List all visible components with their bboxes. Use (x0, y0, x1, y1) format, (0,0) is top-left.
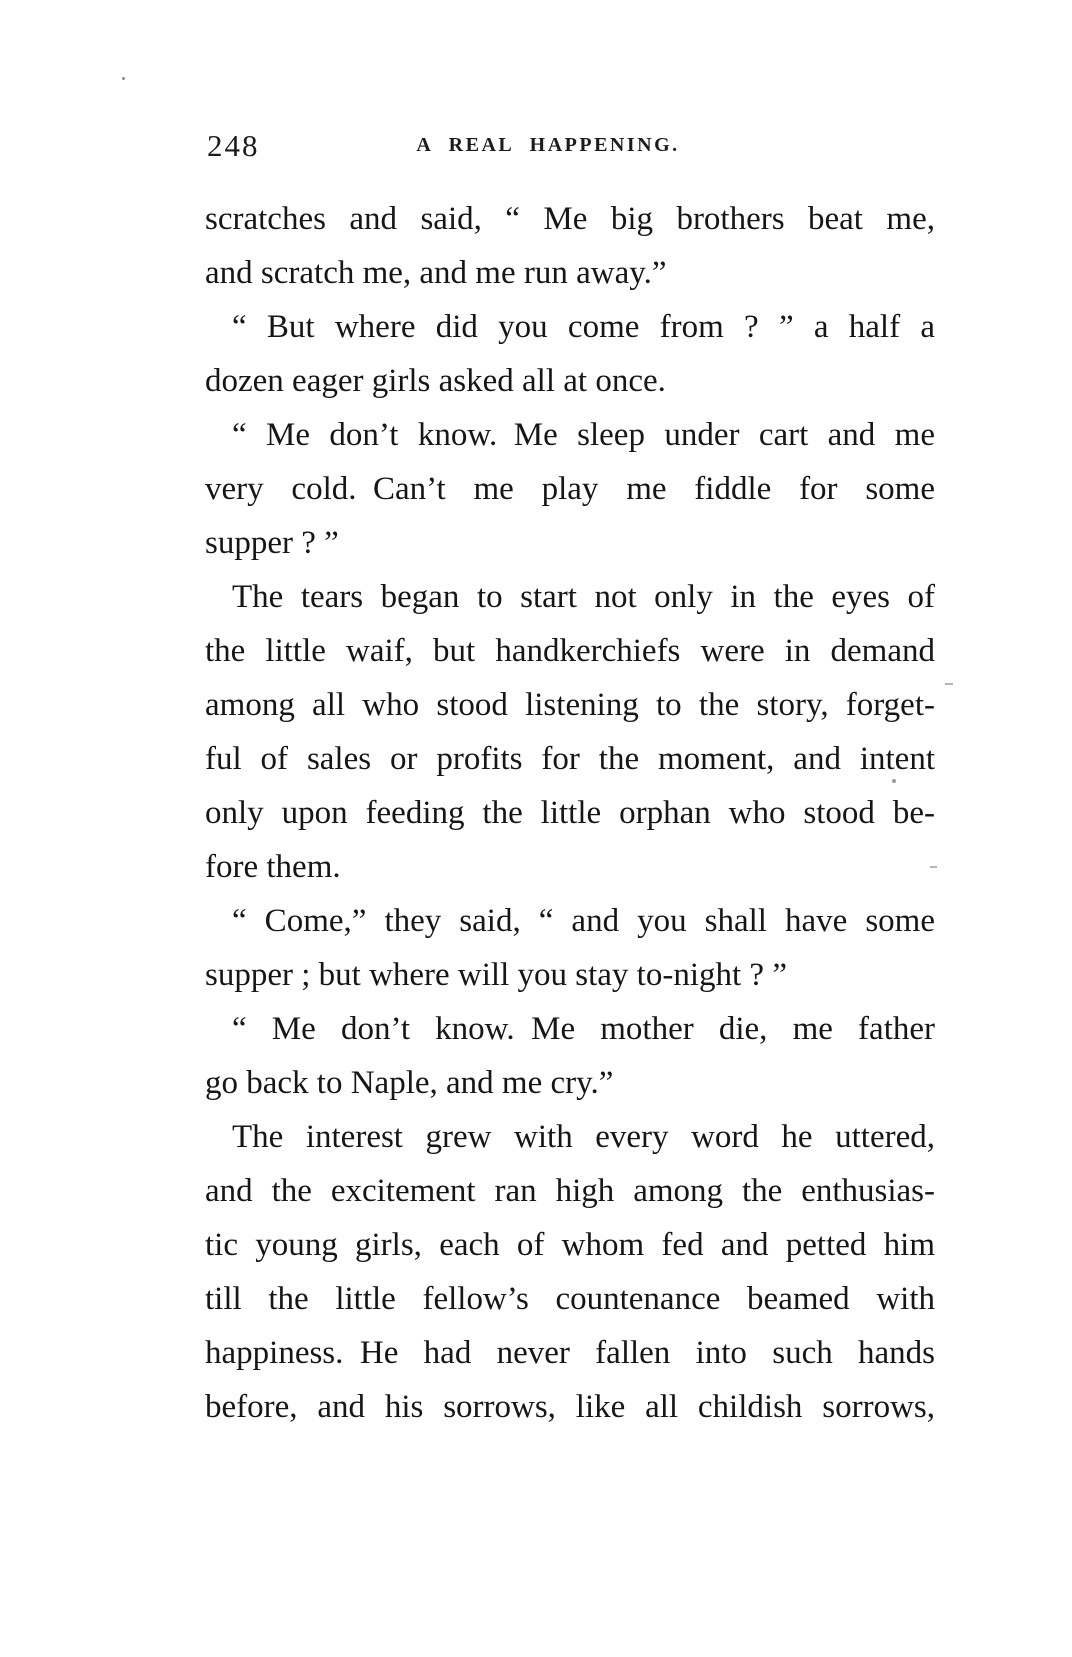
text-line: The interest grew with every word he uttered, (232, 1119, 935, 1155)
text-line: among all who stood listening to the story, forget- (205, 687, 935, 723)
text-line: and the excitement ran high among the enthusias- (205, 1173, 935, 1209)
text-line: scratches and said, “ Me big brothers beat me, (205, 201, 935, 237)
scan-speck (930, 866, 937, 868)
text-line: “ Me don’t know. Me sleep under cart and me (232, 417, 935, 453)
scan-speck (892, 779, 896, 783)
scan-speck (122, 77, 125, 80)
scan-speck (945, 683, 953, 685)
text-line: “ Me don’t know. Me mother die, me father (232, 1011, 935, 1047)
text-line: go back to Naple, and me cry.” (205, 1065, 614, 1101)
text-line: fore them. (205, 849, 341, 885)
text-line: “ Come,” they said, “ and you shall have some (232, 903, 935, 939)
text-line: very cold. Can’t me play me fiddle for some (205, 471, 935, 507)
page-body (205, 192, 935, 1434)
text-line: supper ; but where will you stay to-night ? ” (205, 957, 787, 993)
text-line: only upon feeding the little orphan who stood be- (205, 795, 935, 831)
text-line: happiness. He had never fallen into such hands (205, 1335, 935, 1371)
text-line: supper ? ” (205, 525, 339, 561)
text-line: ful of sales or profits for the moment, and intent (205, 741, 935, 777)
page-number: 248 (207, 128, 260, 163)
text-line: till the little fellow’s countenance beamed with (205, 1281, 935, 1317)
text-line: the little waif, but handkerchiefs were in demand (205, 633, 935, 669)
running-title: A REAL HAPPENING. (416, 134, 680, 156)
text-line: The tears began to start not only in the eyes of (232, 579, 935, 615)
text-line: “ But where did you come from ? ” a half a (232, 309, 935, 345)
text-line: dozen eager girls asked all at once. (205, 363, 666, 399)
text-line: and scratch me, and me run away.” (205, 255, 667, 291)
page-header (205, 126, 935, 166)
text-line: before, and his sorrows, like all childish sorrows, (205, 1389, 935, 1425)
text-line: tic young girls, each of whom fed and petted him (205, 1227, 935, 1263)
